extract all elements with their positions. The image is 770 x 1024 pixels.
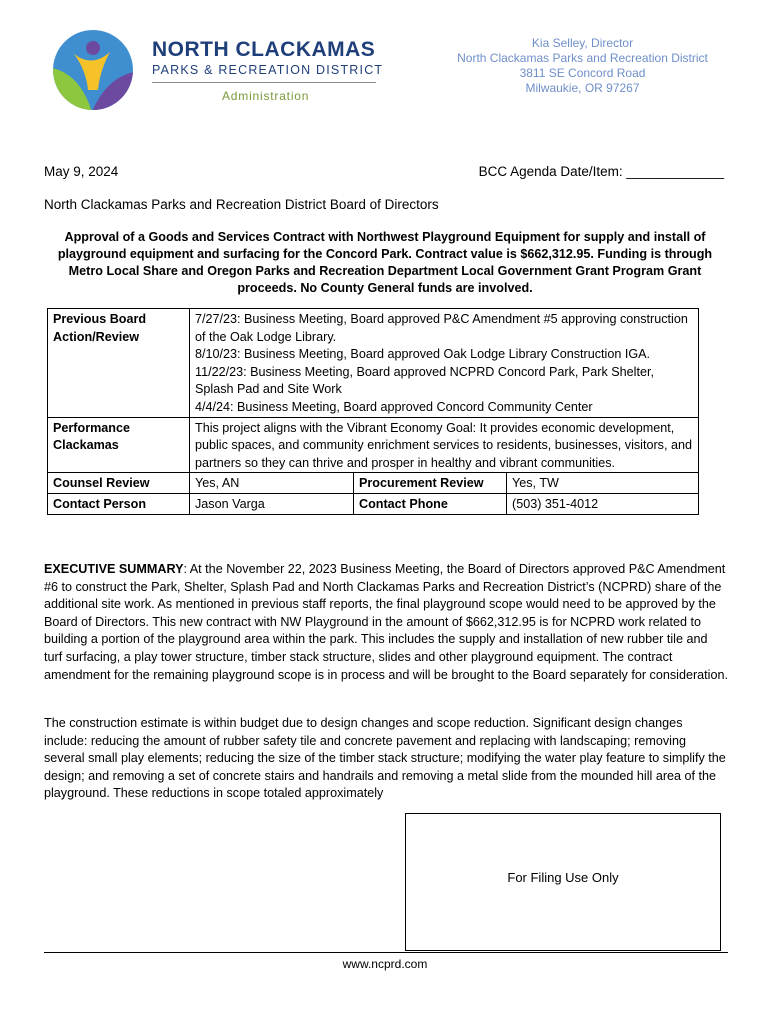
address-line: North Clackamas Parks and Recreation District — [457, 51, 708, 65]
counsel-label: Counsel Review — [48, 473, 190, 494]
summary-text: : At the November 22, 2023 Business Meeting, the Board of Directors approved P&C Amendment #6 to construct the Park, Shelter, Splash Pad and North Clackamas Parks and Recreation District’s (NCPRD) share of the additional site work. As mentioned in previous staff reports, the final playground scope would need to be approved by the Board of Directors. This new contract with NW Playground in the amount of $662,312.95 is for NCPRD work related to building a portion of the playground area within the park. This includes the supply and installation of new rubber tile and turf surfacing, a play tower structure, timber stack structure, slides and other playground equipment. The contract amendment for the remaining playground scope is in process and will be brought to the Board separately for consideration. — [44, 562, 728, 682]
list-item: 11/22/23: Business Meeting, Board approved NCPRD Concord Park, Park Shelter, Splash Pad and Site Work — [195, 364, 654, 397]
summary-heading: EXECUTIVE SUMMARY — [44, 562, 184, 576]
contact-phone-value: (503) 351-4012 — [507, 493, 699, 514]
org-name: NORTH CLACKAMAS — [152, 38, 376, 61]
table-row — [48, 417, 699, 473]
procurement-label: Procurement Review — [354, 473, 507, 494]
budget-paragraph: The construction estimate is within budget due to design changes and scope reduction. Significant design changes include: reducing the amount of rubber safety tile and concrete pavement and replacing with landscaping; removing several small play elements; reducing the size of the timber stack structure; modifying the water play feature to simplify the design; and removing a set of concrete stairs and handrails and removing a metal slide from the mounded hill area of the playground. These reductions in scope totaled approximately — [44, 716, 726, 801]
address-block — [440, 36, 725, 96]
contact-person-label: Contact Person — [48, 493, 190, 514]
table-row — [48, 493, 699, 514]
org-subtitle: PARKS & RECREATION DISTRICT — [152, 63, 384, 77]
bcc-agenda-item: BCC Agenda Date/Item: _____________ — [478, 164, 724, 179]
performance-label: Performance Clackamas — [48, 417, 190, 473]
previous-board-value — [190, 309, 699, 418]
ncprd-logo — [52, 28, 134, 112]
footer-divider — [44, 952, 728, 953]
performance-value: This project aligns with the Vibrant Economy Goal: It provides economic development, public spaces, and community enrichment services to residents, businesses, visitors, and partners so they can thrive and prosper in healthy and vibrant communities. — [190, 417, 699, 473]
footer-url: www.ncprd.com — [342, 957, 428, 971]
previous-board-label: Previous Board Action/Review — [48, 309, 190, 418]
address-line: Milwaukie, OR 97267 — [525, 81, 640, 95]
executive-summary — [44, 561, 728, 684]
list-item: 7/27/23: Business Meeting, Board approved P&C Amendment #5 approving construction of the Oak Lodge Library. — [195, 312, 688, 344]
address-line: 3811 SE Concord Road — [519, 66, 646, 80]
memo-title: Approval of a Goods and Services Contract with Northwest Playground Equipment for supply and install of playground equipment and surfacing for the Concord Park. Contract value is $662,312.95. Funding is through Metro Local Share and Oregon Parks and Recreation Department Local Government Grant Program Grant proceeds. No County General funds are involved. — [57, 230, 713, 295]
contact-phone-label: Contact Phone — [354, 493, 507, 514]
addressee-line: North Clackamas Parks and Recreation District Board of Directors — [44, 197, 439, 212]
contact-person-value: Jason Varga — [190, 493, 354, 514]
memo-date: May 9, 2024 — [44, 164, 119, 179]
list-item: 8/10/23: Business Meeting, Board approved Oak Lodge Library Construction IGA. — [195, 347, 651, 362]
header-divider — [152, 82, 376, 83]
procurement-value: Yes, TW — [507, 473, 699, 494]
department-name: Administration — [222, 89, 310, 103]
table-row — [48, 473, 699, 494]
counsel-value: Yes, AN — [190, 473, 354, 494]
list-item: 4/4/24: Business Meeting, Board approved Concord Community Center — [195, 399, 593, 414]
filing-box: For Filing Use Only — [405, 813, 721, 951]
info-table — [47, 308, 699, 515]
address-line: Kia Selley, Director — [531, 36, 634, 50]
table-row — [48, 309, 699, 418]
